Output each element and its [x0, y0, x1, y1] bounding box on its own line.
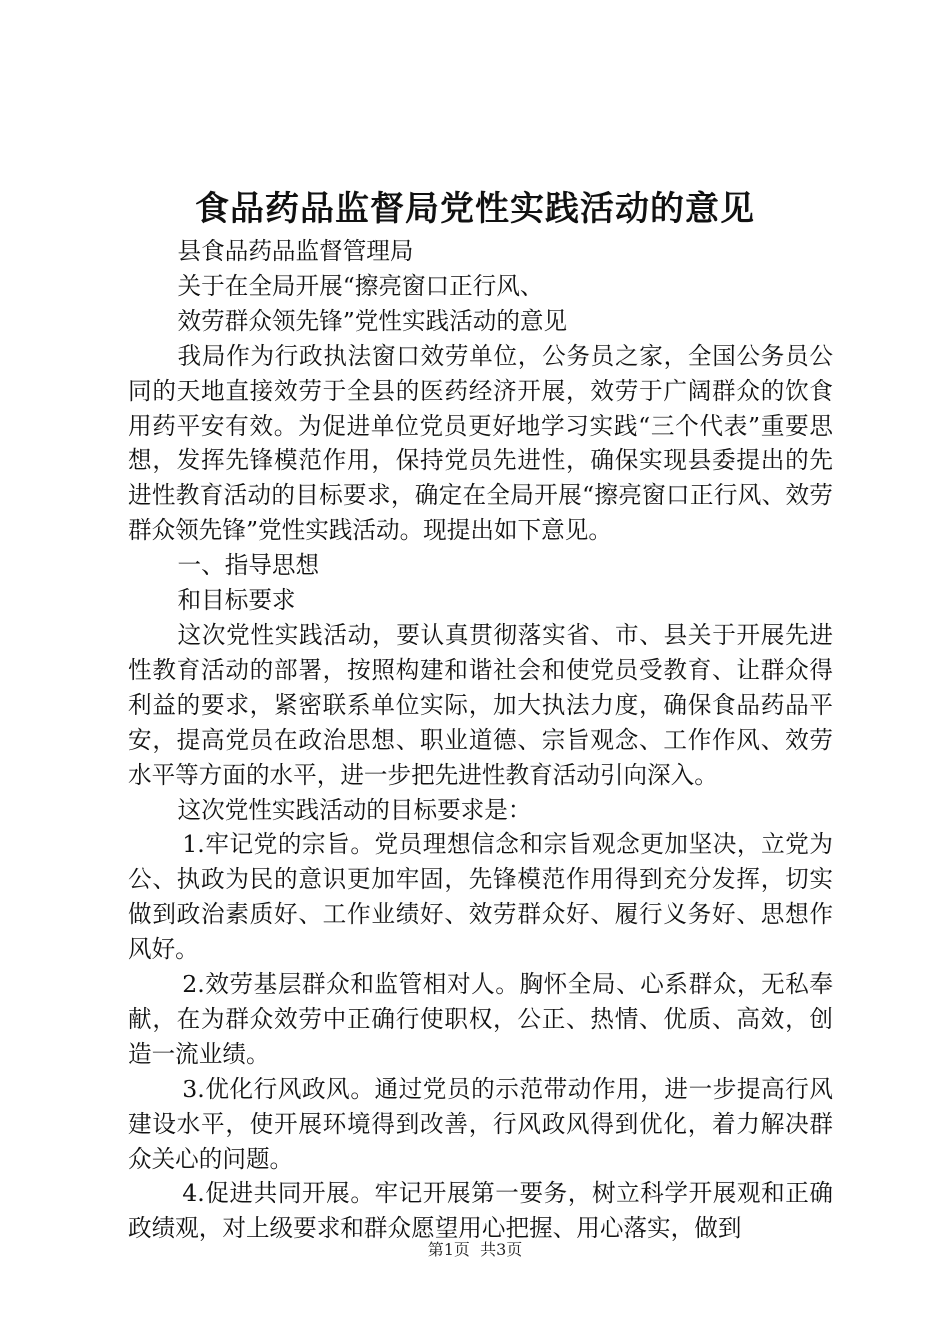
guidance-paragraph: 这次党性实践活动，要认真贯彻落实省、市、县关于开展先进性教育活动的部署，按照构建和谐社会和使党员受教育、让群众得利益的要求，紧密联系单位实际，加大执法力度，确保食品药品平安，提高党员在政治思想、职业道德、宗旨观念、工作作风、效劳水平等方面的水平，进一步把先进性教育活动引向深入。: [128, 620, 833, 789]
goal-item-3: 3.优化行风政风。通过党员的示范带动作用，进一步提高行风建设水平，使开展环境得到改善，行风政风得到优化，着力解决群众关心的问题。: [128, 1074, 833, 1173]
intro-paragraph: 我局作为行政执法窗口效劳单位，公务员之家，全国公务员公同的天地直接效劳于全县的医药经济开展，效劳于广阔群众的饮食用药平安有效。为促进单位党员更好地学习实践“三个代表”重要思想，发挥先锋模范作用，保持党员先进性，确保实现县委提出的先进性教育活动的目标要求，确定在全局开展“擦亮窗口正行风、效劳群众领先锋”党性实践活动。现提出如下意见。: [128, 341, 833, 545]
goals-intro: 这次党性实践活动的目标要求是：: [177, 795, 532, 824]
document-body: [128, 234, 833, 1246]
page-footer: [0, 1240, 950, 1260]
page-number: 第1页 共3页: [427, 1240, 523, 1259]
subtitle-line-1: 关于在全局开展“擦亮窗口正行风、: [177, 271, 544, 300]
goal-item-2: 2.效劳基层群众和监管相对人。胸怀全局、心系群众，无私奉献，在为群众效劳中正确行使职权，公正、热情、优质、高效，创造一流业绩。: [128, 970, 833, 1068]
document-title: 食品药品监督局党性实践活动的意见: [195, 189, 755, 229]
section-heading-1-cont: 和目标要求: [177, 586, 296, 615]
goal-item-1: 1.牢记党的宗旨。党员理想信念和宗旨观念更加坚决，立党为公、执政为民的意识更加牢固，先锋模范作用得到充分发挥，切实做到政治素质好、工作业绩好、效劳群众好、履行义务好、思想作风好。: [128, 830, 833, 964]
goal-item-4: 4.促进共同开展。牢记开展第一要务，树立科学开展观和正确政绩观，对上级要求和群众愿望用心把握、用心落实，做到: [128, 1179, 833, 1243]
issuer-line: 县食品药品监督管理局: [177, 237, 414, 265]
subtitle-line-2: 效劳群众领先锋”党性实践活动的意见: [177, 306, 568, 335]
section-heading-1: 一、指导思想: [177, 551, 320, 580]
